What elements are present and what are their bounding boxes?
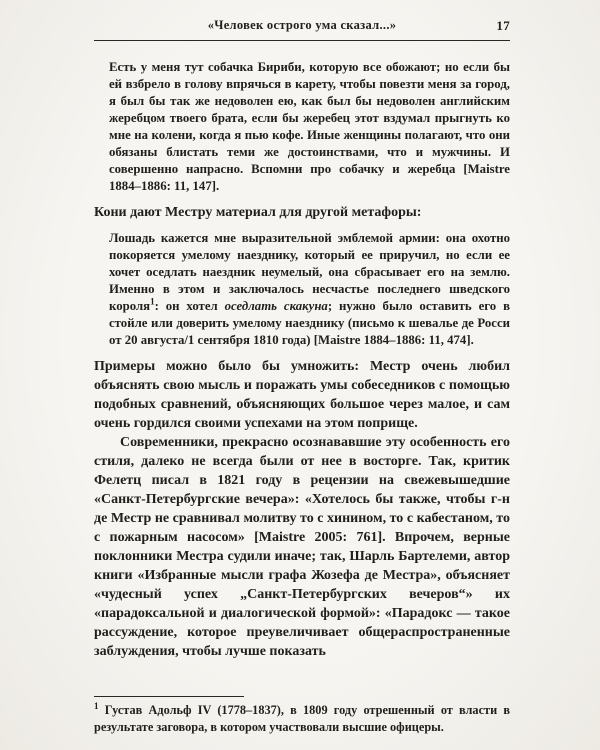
page-number: 17 xyxy=(496,18,510,33)
quote-biribi xyxy=(109,59,510,195)
quote-horse xyxy=(109,230,510,349)
paragraph-intro: Кони дают Местру материал для другой метафоры: xyxy=(94,205,422,220)
quote-horse-text-mid: : он хотел xyxy=(154,299,225,313)
footnote-text: Густав Адольф IV (1778–1837), в 1809 году отрешенный от власти в результате заговора, в котором участвовали высшие офицеры. xyxy=(94,703,511,734)
paragraph-contemporaries: Современники, прекрасно осознававшие эту особенность его стиля, далеко не всегда были от нее в восторге. Так, критик Фелетц писал в 1821 году в рецензии на свежевышедшие «Санкт-Петербургские вечера»: «Хотелось бы также, чтобы г-н де Местр не сравнивал молитву то с хинином, то с кабестаном, то с пожарным насосом» [Maistre 2005: 761]. Впрочем, верные поклонники Местра судили иначе; так, Шарль Бартелеми, автор книги «Избранные мысли графа Жозефа де Местра», объясняет «чудесный успех „Санкт-Петербургских вечеров“» их «парадоксальной и диалогической формой»: «Парадокс — такое рассуждение, которое преувеличивает общераспространенные заблуждения, чтобы лучше показать xyxy=(94,435,510,659)
quote-horse-italic-phrase: оседлать скакуна xyxy=(224,299,328,313)
footnote-block xyxy=(94,696,510,735)
footnote-rule xyxy=(94,696,244,697)
running-head xyxy=(94,18,510,35)
running-title: «Человек острого ума сказал...» xyxy=(207,18,397,32)
quote-horse-text-start: Лошадь кажется мне выразительной эмблемой армии: она охотно покоряется умелому наезднику, который ее приручил, но если ее хочет оседлать наездник неумелый, она сбрасывает его на землю. Именно в этом и заключалось несчастье последнего шведского короля xyxy=(109,231,510,313)
footnote-marker: 1 xyxy=(94,700,99,711)
footnote-marker-inline: 1 xyxy=(150,296,155,307)
quote-horse-text-end: ; нужно было оставить его в стойле или доверить умелому наезднику (письмо к шевалье де Росси от 20 августа/1 сентября 1810 года) [Maistre 1884–1886: 11, 474]. xyxy=(109,299,510,347)
quote-biribi-text: Есть у меня тут собачка Бириби, которую все обожают; но если бы ей взбрело в голову впрячься в карету, чтобы повезти меня за город, я был бы так же недоволен ею, как был бы недоволен английским жеребцом твоего брата, если бы жеребец этот вздумал прыгнуть ко мне на колени, когда я пью кофе. Иные женщины полагают, что они обязаны блистать теми же достоинствами, что и мужчины. И совершенно напрасно. Вспомни про собачку и жеребца [Maistre 1884–1886: 11, 147]. xyxy=(109,60,510,193)
paragraph-examples: Примеры можно было бы умножить: Местр очень любил объяснять свою мысль и поражать умы собеседников с помощью подобных сравнений, объясняющих большое через малое, и сам очень гордился своими успехами на этом поприще. xyxy=(94,359,510,431)
page-content xyxy=(94,41,510,661)
footnote xyxy=(94,702,510,735)
